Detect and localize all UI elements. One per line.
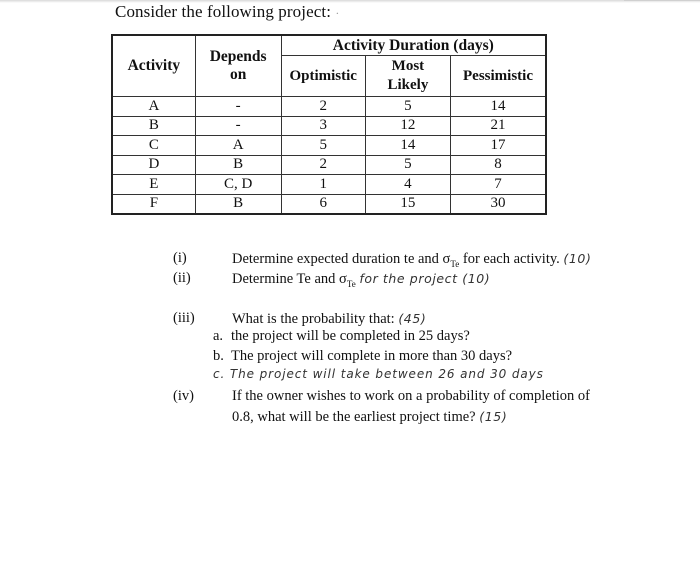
cell-most-likely: 5 — [365, 155, 450, 175]
question-3-text-main: What is the probability that: — [232, 311, 395, 327]
cell-most-likely: 14 — [365, 136, 450, 156]
cell-activity: D — [112, 155, 195, 175]
question-2-handwritten-note: for the project (10) — [359, 271, 491, 286]
question-3c-handwritten: c. The project will take between 26 and 30 days — [213, 367, 544, 381]
question-3-number: (iii) — [173, 310, 195, 326]
cell-depends: C, D — [195, 175, 281, 195]
header-depends-line2: on — [229, 66, 247, 83]
question-3b-text: The project will complete in more than 30 days? — [231, 348, 513, 364]
cell-optimistic: 2 — [281, 155, 365, 175]
table-row — [112, 175, 546, 195]
table-row — [112, 97, 546, 117]
cell-optimistic: 2 — [281, 97, 365, 117]
header-duration-group: Activity Duration (days) — [281, 35, 546, 56]
header-pessimistic: Pessimistic — [450, 56, 546, 97]
cell-depends: B — [195, 194, 281, 214]
cell-pessimistic: 21 — [450, 116, 546, 136]
question-1-sigma-sub: Te — [450, 258, 460, 269]
cell-optimistic: 6 — [281, 194, 365, 214]
question-4-line2: 0.8, what will be the earliest project time? — [232, 409, 476, 425]
cell-most-likely: 4 — [365, 175, 450, 195]
question-3a-label: a. — [213, 328, 224, 344]
question-3b-label: b. — [213, 348, 224, 364]
table-row — [112, 194, 546, 214]
question-3-marks-handwritten: (45) — [398, 311, 427, 326]
cell-optimistic: 5 — [281, 136, 365, 156]
header-most-likely — [365, 56, 450, 97]
question-3a-text: the project will be completed in 25 days? — [231, 328, 470, 344]
cell-pessimistic: 8 — [450, 155, 546, 175]
question-2-number: (ii) — [173, 270, 191, 286]
cell-most-likely: 12 — [365, 116, 450, 136]
question-3-text — [232, 310, 426, 328]
table-row — [112, 116, 546, 136]
intro-label: Consider the following project: — [115, 2, 332, 21]
question-2-sigma-sub: Te — [346, 278, 356, 289]
cell-depends: A — [195, 136, 281, 156]
question-4-number: (iv) — [173, 388, 194, 404]
cell-pessimistic: 7 — [450, 175, 546, 195]
cell-pessimistic: 17 — [450, 136, 546, 156]
question-2-text — [232, 270, 490, 293]
cell-depends: B — [195, 155, 281, 175]
header-most-line1: Most — [391, 58, 425, 74]
table-row — [112, 155, 546, 175]
cell-optimistic: 1 — [281, 175, 365, 195]
header-most-line2: Likely — [387, 77, 429, 93]
cell-pessimistic: 14 — [450, 97, 546, 117]
question-4-line2-wrap — [232, 408, 507, 426]
cell-most-likely: 15 — [365, 194, 450, 214]
cell-activity: A — [112, 97, 195, 117]
cell-depends: - — [195, 97, 281, 117]
cell-pessimistic: 30 — [450, 194, 546, 214]
cell-activity: B — [112, 116, 195, 136]
table-row — [112, 136, 546, 156]
cell-activity: F — [112, 194, 195, 214]
question-3b — [213, 348, 512, 365]
question-3a — [213, 328, 470, 345]
cell-activity: C — [112, 136, 195, 156]
question-1-number: (i) — [173, 250, 187, 266]
project-table — [111, 34, 547, 215]
question-1-text-main: Determine expected duration te and σ — [232, 251, 451, 267]
question-2-text-main: Determine Te and σ — [232, 271, 347, 287]
corner-rule — [624, 0, 700, 1]
header-optimistic: Optimistic — [281, 56, 365, 97]
question-3c — [213, 366, 544, 383]
cell-activity: E — [112, 175, 195, 195]
question-1-text-tail: for each activity. — [459, 251, 560, 267]
question-1-marks-handwritten: (10) — [563, 251, 592, 266]
cell-most-likely: 5 — [365, 97, 450, 117]
intro-trail-mark: · — [335, 6, 340, 20]
top-edge-shadow — [0, 0, 700, 3]
cell-depends: - — [195, 116, 281, 136]
header-activity: Activity — [112, 35, 195, 97]
intro-text — [115, 2, 340, 22]
question-4-marks-handwritten: (15) — [479, 409, 508, 424]
cell-optimistic: 3 — [281, 116, 365, 136]
header-depends-line1: Depends — [209, 48, 267, 65]
question-4-line1: If the owner wishes to work on a probability of completion of — [232, 388, 590, 404]
header-depends-on — [195, 35, 281, 97]
